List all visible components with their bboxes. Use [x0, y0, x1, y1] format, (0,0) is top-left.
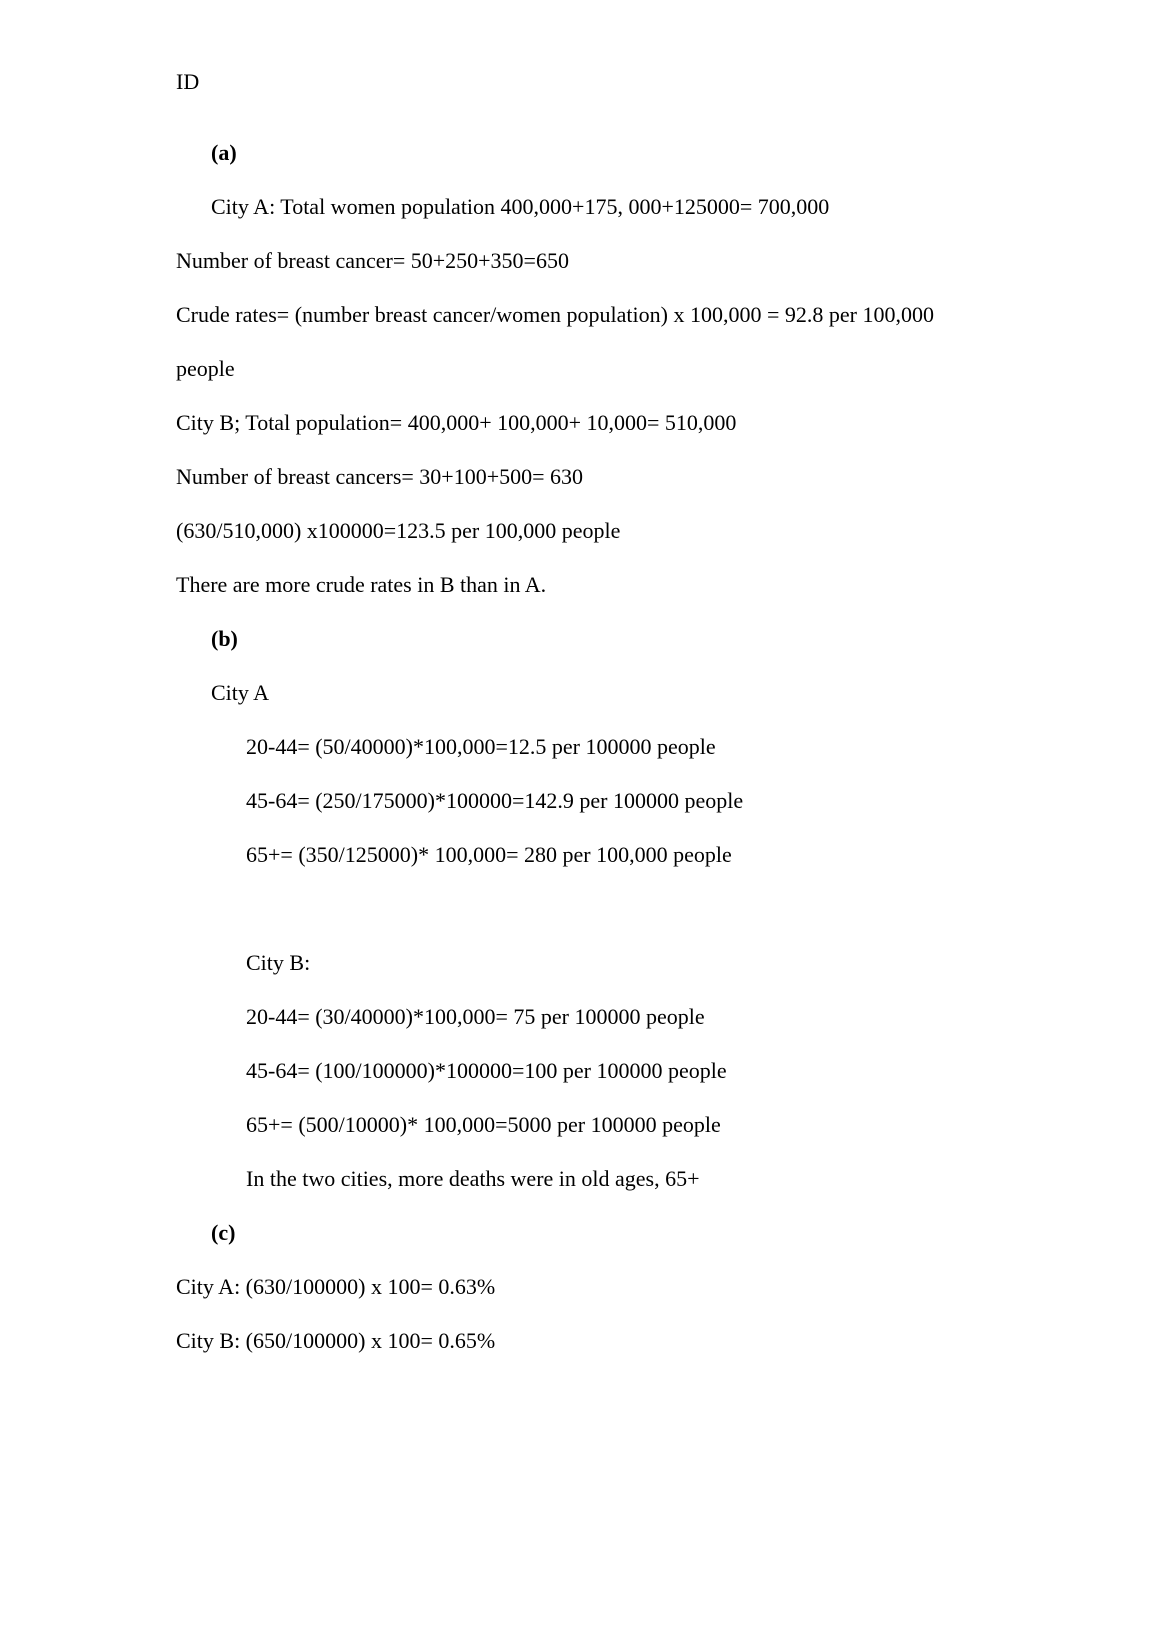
city-a-percentage-line: City A: (630/100000) x 100= 0.63%	[176, 1274, 496, 1299]
city-b-rate-20-44: 20-44= (30/40000)*100,000= 75 per 100000 people	[246, 1004, 705, 1029]
city-a-rate-45-64: 45-64= (250/175000)*100000=142.9 per 100000 people	[246, 788, 744, 813]
section-b-conclusion: In the two cities, more deaths were in old ages, 65+	[246, 1166, 700, 1191]
city-b-crude-rate-line: (630/510,000) x100000=123.5 per 100,000 people	[176, 518, 621, 543]
city-b-rate-65-plus: 65+= (500/10000)* 100,000=5000 per 100000 people	[246, 1112, 721, 1137]
city-b-label: City B:	[246, 950, 311, 975]
city-b-cancer-count-line: Number of breast cancers= 30+100+500= 630	[176, 464, 584, 489]
id-label: ID	[176, 69, 200, 94]
crude-rate-formula-continuation: people	[176, 356, 235, 381]
city-b-population-line: City B; Total population= 400,000+ 100,000+ 10,000= 510,000	[176, 410, 737, 435]
city-a-rate-20-44: 20-44= (50/40000)*100,000=12.5 per 100000 people	[246, 734, 716, 759]
city-a-population-line: City A: Total women population 400,000+175, 000+125000= 700,000	[211, 194, 830, 219]
city-a-rate-65-plus: 65+= (350/125000)* 100,000= 280 per 100,000 people	[246, 842, 732, 867]
crude-rate-formula-line: Crude rates= (number breast cancer/women population) x 100,000 = 92.8 per 100,000	[176, 302, 934, 327]
city-b-percentage-line: City B: (650/100000) x 100= 0.65%	[176, 1328, 496, 1353]
city-a-cancer-count-line: Number of breast cancer= 50+250+350=650	[176, 248, 569, 273]
section-a-heading: (a)	[211, 140, 237, 165]
section-c-heading: (c)	[211, 1220, 236, 1245]
city-b-rate-45-64: 45-64= (100/100000)*100000=100 per 100000 people	[246, 1058, 727, 1083]
section-b-heading: (b)	[211, 626, 238, 651]
city-a-label: City A	[211, 680, 270, 705]
section-a-conclusion: There are more crude rates in B than in A.	[176, 572, 547, 597]
